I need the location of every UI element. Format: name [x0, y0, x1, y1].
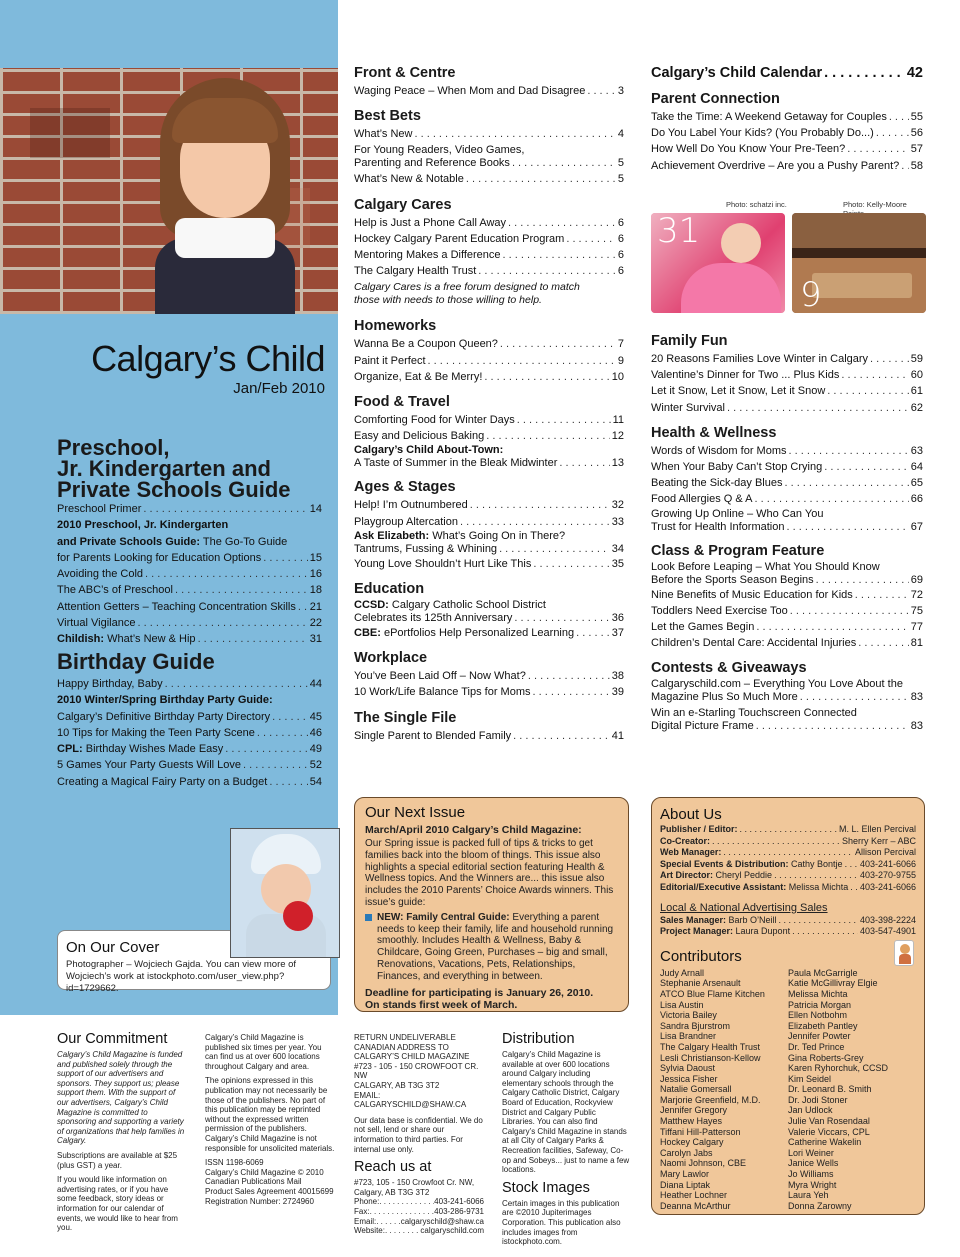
contributor-name: Naomi Johnson, CBE: [660, 1158, 747, 1169]
toc-item[interactable]: Achievement Overdrive – Are you a Pushy Parent? . . . 58: [651, 158, 923, 174]
section-heading: The Single File: [354, 709, 457, 726]
section-heading: Food & Travel: [354, 394, 450, 411]
next-issue-box: [354, 797, 629, 1012]
toc-item[interactable]: Help is Just a Phone Call Away . . . 6: [354, 215, 624, 231]
toc-item[interactable]: Win an e-Starling Touchscreen Connected Digital Picture Frame . . . 83: [651, 707, 923, 733]
calendar-toc-item[interactable]: Calgary’s Child Calendar . . . 42: [651, 64, 923, 82]
list-item[interactable]: Preschool Primer . . . 14: [57, 501, 322, 517]
contributor-name: Lori Weiner: [788, 1147, 834, 1158]
toc-item[interactable]: Hockey Calgary Parent Education Program . . . 6: [354, 231, 624, 247]
section-heading: Education: [354, 581, 425, 598]
contributor-name: Lisa Austin: [660, 999, 704, 1010]
toc-item[interactable]: Ask Elizabeth: What’s Going On in There? Tantrums, Fussing & Whining . . . 34: [354, 530, 624, 556]
toc-item[interactable]: Waging Peace – When Mom and Dad Disagree . . . 3: [354, 83, 624, 99]
kitchen-thumbnail[interactable]: [792, 213, 926, 313]
publication-info: Calgary’s Child Magazine is published six times per year. You can find us at over 600 locations throughout Calgary and area. The opinions expressed in this publication may not necessarily be those of the publishers. No part of this publication may be reprinted without the expressed written permission of the publishers. Calgary’s Child Magazine is not responsible for unsolicited materials. ISSN 1198-6069 Calgary’s Child Magazine © 2010 Canadian Publications Mail Product Sales Agreement 40015699 Registration Number: 2724960: [205, 1033, 335, 1206]
contact-row[interactable]: Email: . . . calgaryschild@shaw.ca: [354, 1217, 484, 1227]
toc-item[interactable]: Words of Wisdom for Moms . . . 63: [651, 443, 923, 459]
toc-item[interactable]: Growing Up Online – Who Can You Trust for Health Information . . . 67: [651, 508, 923, 534]
toc-item[interactable]: Take the Time: A Weekend Getaway for Couples . . . 55: [651, 109, 923, 125]
contributor-name: The Calgary Health Trust: [660, 1041, 761, 1052]
contributor-name: Jo Williams: [788, 1169, 834, 1180]
contributor-name: Catherine Wakelin: [788, 1137, 862, 1148]
toc-item[interactable]: Organize, Eat & Be Merry! . . . 10: [354, 369, 624, 385]
section-heading: Parent Connection: [651, 91, 780, 107]
birthday-guide-heading: Birthday Guide: [57, 649, 215, 674]
staff-row: Editorial/Executive Assistant: Melissa Michta . . . 403-241-6066: [660, 882, 916, 894]
contributor-name: Marjorie Greenfield, M.D.: [660, 1094, 761, 1105]
contributor-name: Diana Liptak: [660, 1179, 711, 1190]
contributors-list: [660, 968, 916, 1212]
contributors-title: Contributors: [660, 947, 742, 965]
next-issue-title: Our Next Issue: [365, 804, 466, 821]
toc-item[interactable]: Paint it Perfect . . . 9: [354, 353, 624, 369]
list-item[interactable]: 2010 Winter/Spring Birthday Party Guide: Calgary’s Definitive Birthday Party Directory . . . 45: [57, 692, 322, 725]
toc-item[interactable]: Wanna Be a Coupon Queen? . . . 7: [354, 336, 624, 352]
about-us-box: [651, 797, 925, 1215]
contributor-name: Sylvia Daoust: [660, 1063, 716, 1074]
toc-item[interactable]: Calgaryschild.com – Everything You Love About the Magazine Plus So Much More . . . 83: [651, 678, 923, 704]
toc-item[interactable]: Valentine’s Dinner for Two ... Plus Kids . . . 60: [651, 367, 923, 383]
next-issue-deadline: Deadline for participating is January 26, 2010. On stands first week of March.: [365, 986, 594, 1012]
contact-row: Fax: . . . 403-286-9731: [354, 1207, 484, 1217]
contributor-name: Victoria Bailey: [660, 1010, 717, 1021]
toc-item[interactable]: Comforting Food for Winter Days . . . 11: [354, 412, 624, 428]
toc-item[interactable]: Young Love Shouldn’t Hurt Like This . . . 35: [354, 556, 624, 572]
calgary-cares-note: Calgary Cares is a free forum designed to match those with needs to those willing to help.: [354, 281, 580, 307]
toc-column-right: [651, 332, 923, 733]
contributor-name: Laura Yeh: [788, 1190, 829, 1201]
contributor-name: Katie McGillivray Elgie: [788, 978, 878, 989]
section-heading: Health & Wellness: [651, 424, 777, 441]
contributor-name: Karen Ryhorchuk, CCSD: [788, 1063, 889, 1074]
about-us-title: About Us: [660, 806, 722, 823]
toc-column-middle: [354, 64, 624, 744]
toc-item[interactable]: Children’s Dental Care: Accidental Injuries . . . 81: [651, 635, 923, 651]
cover-title: On Our Cover: [66, 939, 160, 956]
section-heading: Workplace: [354, 650, 428, 667]
toc-item[interactable]: 20 Reasons Families Love Winter in Calgary . . . 59: [651, 351, 923, 367]
contributor-name: Sandra Bjurstrom: [660, 1020, 731, 1031]
toc-item[interactable]: CBE: ePortfolios Help Personalized Learning . . . 37: [354, 625, 624, 641]
contributor-name: Gina Roberts-Grey: [788, 1052, 864, 1063]
contributor-name: Elizabeth Pantley: [788, 1020, 858, 1031]
distribution-info: Distribution Calgary’s Child Magazine is available at over 600 locations around Calgary including elementary schools through the Calgary Catholic District, Calgary Board of Education, Rockyview District and Calgary Public Libraries. You can also find Calgary’s Child Magazine in stands at all City of Calgary Parks & Recreation facilities, Safeway, Co-op and Sobeys... just to name a few locations. Stock Images Certain images in this publication are ©2010 Jupiterimages Corporation. This publication also includes images from istockphoto.com.: [502, 1031, 630, 1247]
contributor-name: Myra Wright: [788, 1179, 837, 1190]
list-item[interactable]: Childish: What’s New & Hip . . . 31: [57, 631, 322, 647]
contributor-name: Melissa Michta: [788, 988, 848, 999]
toc-item[interactable]: How Well Do You Know Your Pre-Teen? . . . 57: [651, 141, 923, 157]
contributor-name: Natalie Gomersall: [660, 1084, 732, 1095]
return-address: RETURN UNDELIVERABLE CANADIAN ADDRESS TO CALGARY’S CHILD MAGAZINE #723 - 105 - 150 CROWFOOT CR. NW CALGARY, AB T3G 3T2 EMAIL: CALGARYSCHILD@SHAW.CA Our data base is confidential. We do not sell, lend or share our information to third parties. For internal use only. Reach us at #723, 105 - 150 Crowfoot Cr. NW, Calgary, AB T3G 3T2 Phone: . . . 403-241-6066 Fax: . . . 403-286-9731 Email: . . . calgaryschild@shaw.ca Website: . . . calgaryschild.com: [354, 1033, 484, 1236]
section-heading: Contests & Giveaways: [651, 660, 807, 677]
sales-row: Project Manager: Laura Dupont . . . 403-547-4901: [660, 926, 916, 938]
toc-item[interactable]: Do You Label Your Kids? (You Probably Do...) . . . 56: [651, 125, 923, 141]
contributor-name: Hockey Calgary: [660, 1137, 724, 1148]
feature-thumbnails: [651, 200, 926, 315]
staff-row: Special Events & Distribution: Cathy Bontje . . . 403-241-6066: [660, 859, 916, 871]
staff-row: Art Director: Cheryl Peddie . . . 403-270-9755: [660, 870, 916, 882]
birthday-guide-list: [57, 676, 322, 790]
contributor-name: ATCO Blue Flame Kitchen: [660, 988, 765, 999]
toc-item[interactable]: Food Allergies Q & A . . . 66: [651, 491, 923, 507]
contributor-name: Deanna McArthur: [660, 1200, 731, 1211]
toc-item[interactable]: CCSD: Calgary Catholic School District Celebrates its 125th Anniversary . . . 36: [354, 599, 624, 625]
toc-item[interactable]: For Young Readers, Video Games, Parenting and Reference Books . . . 5: [354, 144, 624, 169]
issue-date: Jan/Feb 2010: [233, 380, 325, 397]
toc-item[interactable]: Winter Survival . . . 62: [651, 400, 923, 416]
next-issue-bullet: NEW: Family Central Guide: Everything a parent needs to keep their family, life and household running smoothly. Includes Health & Wellness, Baby & Childcare, Going Green, Purchases – big and small, Renovations, Vacations, Pets, Relationships, Finances, and everything in between.: [365, 912, 618, 983]
contributor-name: Julie Van Rosendaal: [788, 1116, 870, 1127]
toc-item[interactable]: Nine Benefits of Music Education for Kids . . . 72: [651, 587, 923, 603]
toc-column-right-top: [651, 64, 923, 174]
staff-row: Web Manager: . . . Allison Percival: [660, 847, 916, 859]
toc-item[interactable]: What’s New & Notable . . . 5: [354, 171, 624, 187]
toc-item[interactable]: Beating the Sick-day Blues . . . 65: [651, 475, 923, 491]
list-item[interactable]: 2010 Preschool, Jr. Kindergarten and Private Schools Guide: The Go-To Guide for Parents Looking for Education Options . . . 15: [57, 517, 322, 566]
cover-girl-photo: [0, 68, 338, 314]
section-heading: Front & Centre: [354, 65, 456, 81]
toc-item[interactable]: 10 Work/Life Balance Tips for Moms . . . 39: [354, 684, 624, 700]
page-number-badge: 31: [657, 213, 701, 251]
toc-item[interactable]: What’s New . . . 4: [354, 126, 624, 142]
contributor-name: Jennifer Gregory: [660, 1105, 728, 1116]
cover-thumbnail-photo: [230, 828, 340, 958]
section-heading: Homeworks: [354, 318, 437, 335]
our-commitment: Our Commitment Calgary’s Child Magazine is funded and published solely through the support of our advertisers and sponsors. They support us; please support them. With the support of our advertisers, Calgary’s Child Magazine is committed to sponsoring and supporting a variety of organizations that help families in Calgary. Subscriptions are available at $25 (plus GST) a year. If you would like information on advertising rates, or if you have some feedback, story ideas or information for our calendar of events, we would like to hear from you.: [57, 1031, 185, 1233]
contact-row[interactable]: Website: . . . calgaryschild.com: [354, 1226, 484, 1236]
contributor-name: Dr. Ted Prince: [788, 1041, 845, 1052]
contributor-name: Dr. Jodi Stoner: [788, 1094, 848, 1105]
staff-row: Publisher / Editor: . . . M. L. Ellen Percival: [660, 824, 916, 836]
section-heading: Calgary Cares: [354, 196, 452, 213]
preschool-guide-list: [57, 501, 322, 648]
advertising-sales-heading: Local & National Advertising Sales: [660, 901, 828, 914]
contributor-name: Carolyn Jabs: [660, 1147, 713, 1158]
cover-text-line: Photographer – Wojciech Gajda. You can view more of: [66, 959, 297, 970]
contributor-name: Jan Udlock: [788, 1105, 833, 1116]
contributor-name: Stephanie Arsenault: [660, 978, 741, 989]
contributor-name: Matthew Hayes: [660, 1116, 723, 1127]
toc-item[interactable]: Single Parent to Blended Family . . . 41: [354, 728, 624, 744]
toc-item[interactable]: Help! I’m Outnumbered . . . 32: [354, 497, 624, 513]
contributor-name: Ellen Notbohm: [788, 1010, 848, 1021]
contributor-name: Janice Wells: [788, 1158, 839, 1169]
sales-row: Sales Manager: Barb O’Neill . . . 403-398-2224: [660, 915, 916, 927]
toc-item[interactable]: You’ve Been Laid Off – Now What? . . . 38: [354, 668, 624, 684]
contributor-name: Jessica Fisher: [660, 1073, 718, 1084]
next-issue-body: Our Spring issue is packed full of tips & tricks to get families back into the bloom of things. This issue also highlights a special editorial section featuring Health & Wellness topics. And the Winners are... this issue also includes the 2010 Parents’ Choice Awards winners. This issue’s guide:: [365, 838, 614, 908]
girl-mascot-icon: [894, 940, 914, 966]
contact-row: Phone: . . . 403-241-6066: [354, 1197, 484, 1207]
section-heading: Family Fun: [651, 333, 728, 349]
contributor-name: Mary Lawlor: [660, 1169, 710, 1180]
photo-credit: Photo: Kelly-Moore: [843, 200, 907, 209]
list-item[interactable]: The ABC’s of Preschool . . . 18: [57, 582, 322, 598]
list-item[interactable]: CPL: Birthday Wishes Made Easy . . . 49: [57, 741, 322, 757]
list-item[interactable]: Attention Getters – Teaching Concentration Skills . . . 21: [57, 599, 322, 615]
contributor-name: Heather Lochner: [660, 1190, 728, 1201]
contributor-name: Lesli Christianson-Kellow: [660, 1052, 761, 1063]
toc-item[interactable]: Easy and Delicious Baking . . . 12: [354, 428, 624, 444]
toc-item[interactable]: Let it Snow, Let it Snow, Let it Snow . . . 61: [651, 383, 923, 399]
photo-credit: Photo: schatzi inc.: [726, 200, 787, 209]
toc-item[interactable]: Playgroup Altercation . . . 33: [354, 514, 624, 530]
list-item[interactable]: 10 Tips for Making the Teen Party Scene . . . 46: [57, 725, 322, 741]
contributor-name: Donna Zarowny: [788, 1200, 852, 1211]
next-issue-subtitle: March/April 2010 Calgary’s Child Magazine:: [365, 824, 582, 836]
preschool-guide-heading: Preschool, Jr. Kindergarten and Private Schools Guide: [57, 435, 291, 502]
contributor-name: Patricia Morgan: [788, 999, 852, 1010]
contributor-name: Lisa Brandner: [660, 1031, 717, 1042]
contributor-name: Paula McGarrigle: [788, 967, 858, 978]
reach-us-title: Reach us at: [354, 1159, 432, 1176]
list-item[interactable]: 5 Games Your Party Guests Will Love . . . 52: [57, 757, 322, 773]
contributor-name: Jennifer Powter: [788, 1031, 851, 1042]
cover-text-line[interactable]: Wojciech’s work at istockphoto.com/user_view.php?id=1729662.: [66, 971, 285, 994]
section-heading: Class & Program Feature: [651, 542, 825, 559]
magazine-title: Calgary’s Child: [91, 338, 325, 379]
list-item[interactable]: Creating a Magical Fairy Party on a Budget . . . 54: [57, 774, 322, 790]
toc-item[interactable]: When Your Baby Can’t Stop Crying . . . 64: [651, 459, 923, 475]
toc-item[interactable]: Calgary’s Child About-Town: A Taste of Summer in the Bleak Midwinter . . . 13: [354, 444, 624, 470]
page-number-badge: 9: [800, 275, 822, 313]
fairy-party-thumbnail[interactable]: [651, 213, 785, 313]
section-heading: Best Bets: [354, 108, 421, 125]
contributor-name: Dr. Leonard B. Smith: [788, 1084, 872, 1095]
contributor-name: Judy Arnall: [660, 967, 705, 978]
toc-item[interactable]: Look Before Leaping – What You Should Know Before the Sports Season Begins . . . 69: [651, 561, 923, 587]
toc-item[interactable]: Toddlers Need Exercise Too . . . 75: [651, 603, 923, 619]
contributor-name: Kim Seidel: [788, 1073, 832, 1084]
stock-images-title: Stock Images: [502, 1179, 590, 1196]
contributor-name: Valerie Viccars, CPL: [788, 1126, 870, 1137]
staff-row: Co-Creator: . . . Sherry Kerr – ABC: [660, 836, 916, 848]
list-item[interactable]: Avoiding the Cold . . . 16: [57, 566, 322, 582]
list-item[interactable]: Virtual Vigilance . . . 22: [57, 615, 322, 631]
contributor-name: Tiffani Hill-Patterson: [660, 1126, 741, 1137]
bullet-square-icon: [365, 914, 372, 921]
toc-item[interactable]: The Calgary Health Trust . . . 6: [354, 263, 624, 279]
toc-item[interactable]: Let the Games Begin . . . 77: [651, 619, 923, 635]
toc-item[interactable]: Mentoring Makes a Difference . . . 6: [354, 247, 624, 263]
list-item[interactable]: Happy Birthday, Baby . . . 44: [57, 676, 322, 692]
section-heading: Ages & Stages: [354, 479, 456, 496]
